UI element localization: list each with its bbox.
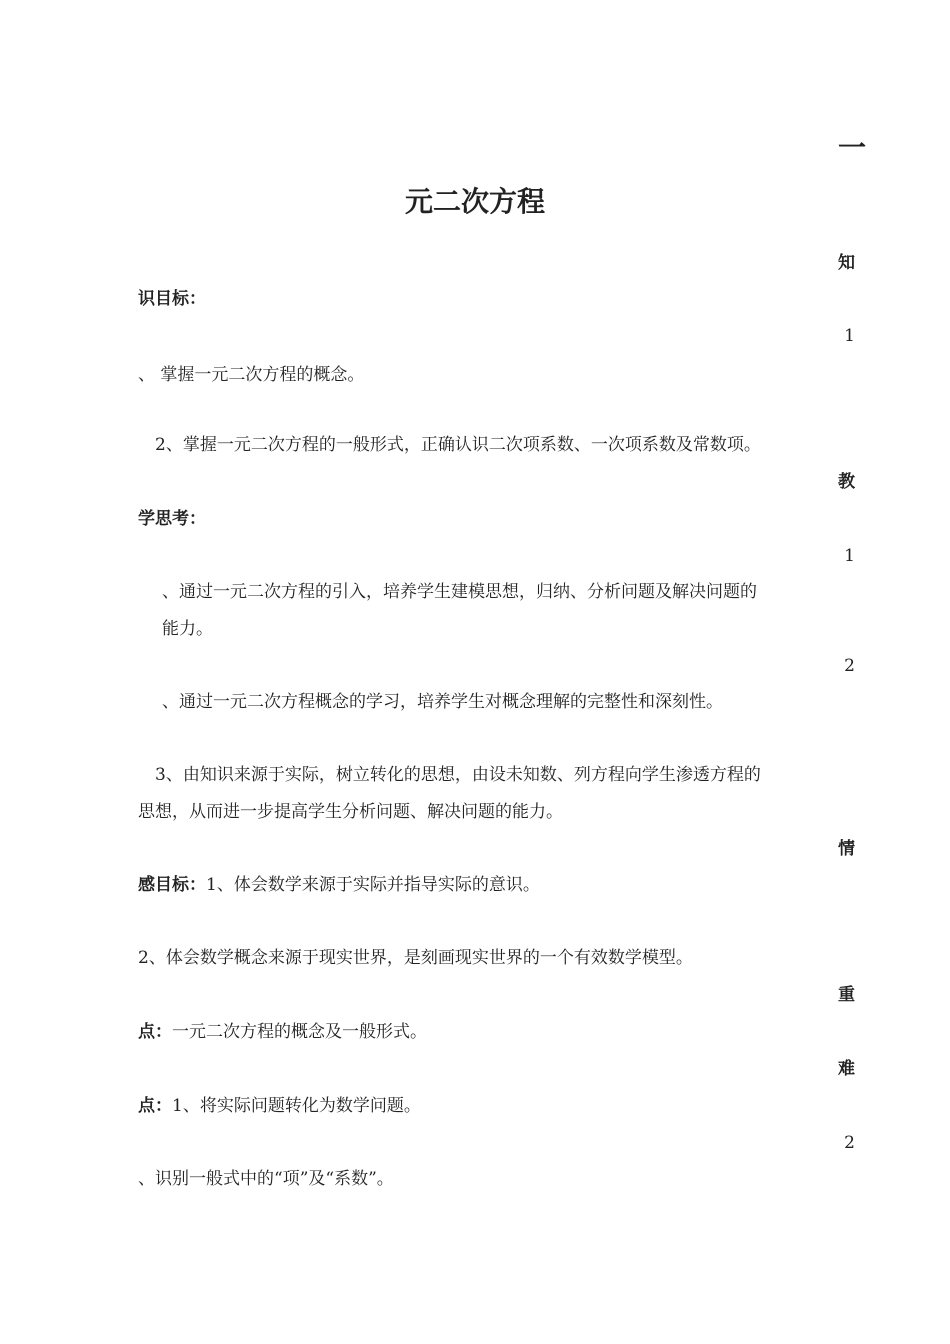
thinking-item3-line2: 思想，从而进一步提高学生分析问题、解决问题的能力。 [138, 802, 563, 822]
thinking-item1-line2: 能力。 [162, 619, 213, 639]
emotion-item2-text: 2、体会数学概念来源于现实世界，是刻画现实世界的一个有效数学模型。 [138, 948, 693, 968]
thinking-item2-text: 、通过一元二次方程概念的学习，培养学生对概念理解的完整性和深刻性。 [162, 692, 723, 712]
emotion-label-b: 感目标： [138, 875, 206, 895]
difficulty-line [138, 1094, 421, 1118]
thinking-item1-num: 1 [844, 546, 855, 566]
knowledge-label-a: 知 [838, 253, 855, 273]
emotion-line [138, 873, 540, 897]
difficulty-item1-text: 1、将实际问题转化为数学问题。 [172, 1096, 421, 1116]
difficulty-label-b: 点： [138, 1096, 172, 1116]
key-point-line [138, 1020, 427, 1044]
emotion-item1-text: 1、体会数学来源于实际并指导实际的意识。 [206, 875, 540, 895]
thinking-label-a: 教 [838, 472, 855, 492]
key-point-text: 一元二次方程的概念及一般形式。 [172, 1022, 427, 1042]
knowledge-item1-num: 1 [844, 326, 855, 346]
knowledge-item2-text: 2、掌握一元二次方程的一般形式，正确认识二次项系数、一次项系数及常数项。 [155, 435, 761, 455]
thinking-item2-num: 2 [844, 656, 855, 676]
thinking-item1-line1: 、通过一元二次方程的引入，培养学生建模思想，归纳、分析问题及解决问题的 [162, 582, 757, 602]
title-part1: 一 [837, 131, 866, 164]
thinking-label-b: 学思考： [138, 509, 206, 529]
difficulty-label-a: 难 [838, 1059, 855, 1079]
key-point-label-b: 点： [138, 1022, 172, 1042]
thinking-item3-line1: 3、由知识来源于实际，树立转化的思想，由设未知数、列方程向学生渗透方程的 [155, 765, 761, 785]
knowledge-item1-text: 、 掌握一元二次方程的概念。 [138, 365, 365, 385]
key-point-label-a: 重 [838, 985, 855, 1005]
page-title: 元二次方程 [404, 185, 545, 218]
difficulty-item2-text: 、识别一般式中的“项”及“系数”。 [138, 1169, 394, 1189]
knowledge-label-b: 识目标： [138, 289, 206, 309]
emotion-label-a: 情 [838, 839, 855, 859]
difficulty-item2-num: 2 [844, 1133, 855, 1153]
